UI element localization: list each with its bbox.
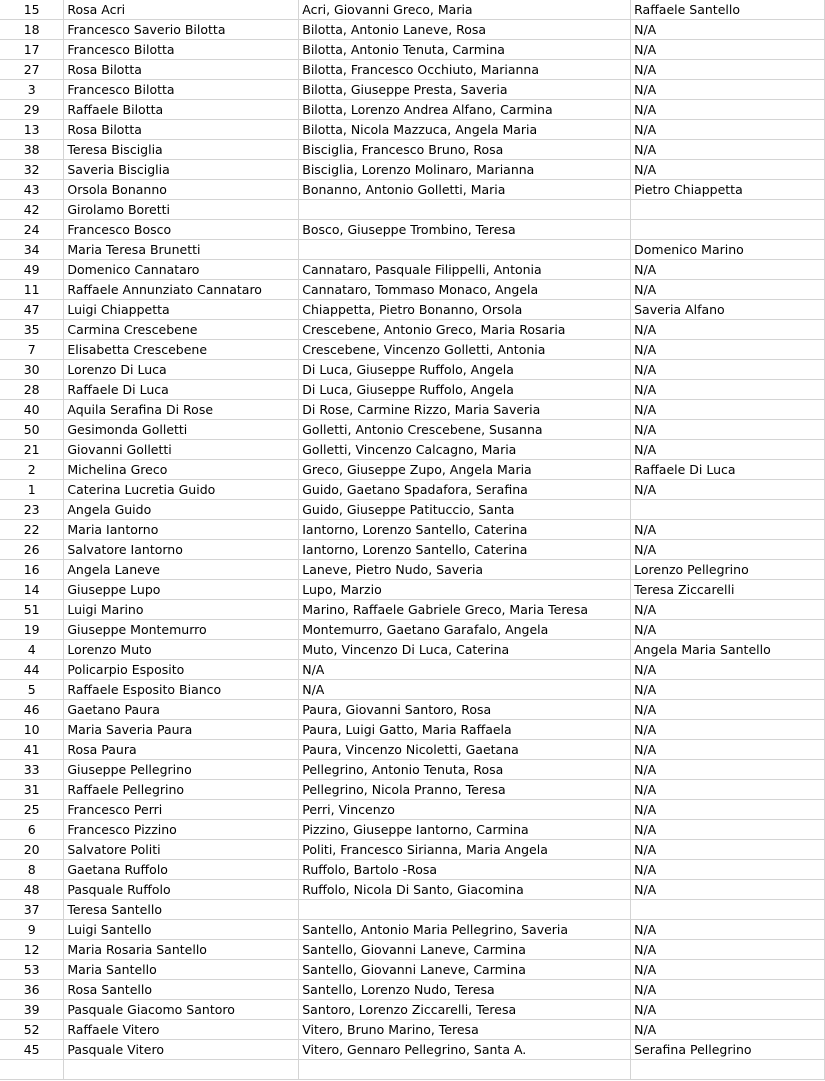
- table-row: [0, 0, 825, 20]
- name-cell[interactable]: Maria Santello: [64, 960, 299, 980]
- spouse-cell[interactable]: N/A: [631, 380, 825, 400]
- table-row: [0, 520, 825, 540]
- spouse-cell[interactable]: N/A: [631, 600, 825, 620]
- spouse-cell[interactable]: Teresa Ziccarelli: [631, 580, 825, 600]
- name-cell[interactable]: Maria Iantorno: [64, 520, 299, 540]
- spouse-cell[interactable]: N/A: [631, 340, 825, 360]
- parents-cell[interactable]: Santello, Giovanni Laneve, Carmina: [299, 940, 631, 960]
- parents-cell[interactable]: [299, 240, 631, 260]
- table-row: [0, 380, 825, 400]
- id-cell[interactable]: 19: [0, 620, 64, 640]
- parents-cell[interactable]: Santello, Antonio Maria Pellegrino, Saveria: [299, 920, 631, 940]
- id-cell[interactable]: 51: [0, 600, 64, 620]
- spouse-cell[interactable]: N/A: [631, 920, 825, 940]
- spouse-cell[interactable]: N/A: [631, 980, 825, 1000]
- parents-cell[interactable]: Golletti, Antonio Crescebene, Susanna: [299, 420, 631, 440]
- name-cell[interactable]: Aquila Serafina Di Rose: [64, 400, 299, 420]
- spouse-cell[interactable]: N/A: [631, 860, 825, 880]
- name-cell[interactable]: Raffaele Esposito Bianco: [64, 680, 299, 700]
- id-cell[interactable]: 28: [0, 380, 64, 400]
- parents-cell[interactable]: Bisciglia, Lorenzo Molinaro, Marianna: [299, 160, 631, 180]
- table-row: [0, 360, 825, 380]
- spouse-cell[interactable]: N/A: [631, 820, 825, 840]
- id-cell[interactable]: 24: [0, 220, 64, 240]
- parents-cell[interactable]: Vitero, Bruno Marino, Teresa: [299, 1020, 631, 1040]
- spouse-cell[interactable]: N/A: [631, 60, 825, 80]
- name-cell[interactable]: Pasquale Ruffolo: [64, 880, 299, 900]
- parents-cell[interactable]: Paura, Vincenzo Nicoletti, Gaetana: [299, 740, 631, 760]
- table-row: [0, 200, 825, 220]
- parents-cell[interactable]: Pellegrino, Antonio Tenuta, Rosa: [299, 760, 631, 780]
- id-cell[interactable]: 14: [0, 580, 64, 600]
- parents-cell[interactable]: Pellegrino, Nicola Pranno, Teresa: [299, 780, 631, 800]
- table-row: [0, 140, 825, 160]
- table-row: [0, 720, 825, 740]
- table-row: [0, 680, 825, 700]
- parents-cell[interactable]: Bisciglia, Francesco Bruno, Rosa: [299, 140, 631, 160]
- id-cell[interactable]: 13: [0, 120, 64, 140]
- name-cell[interactable]: Raffaele Vitero: [64, 1020, 299, 1040]
- table-row: [0, 540, 825, 560]
- spouse-cell[interactable]: N/A: [631, 260, 825, 280]
- name-cell[interactable]: Caterina Lucretia Guido: [64, 480, 299, 500]
- table-row: [0, 340, 825, 360]
- name-cell[interactable]: Giuseppe Pellegrino: [64, 760, 299, 780]
- id-cell[interactable]: 31: [0, 780, 64, 800]
- id-cell[interactable]: 43: [0, 180, 64, 200]
- spouse-cell[interactable]: Domenico Marino: [631, 240, 825, 260]
- spouse-cell[interactable]: N/A: [631, 800, 825, 820]
- name-cell[interactable]: Francesco Bilotta: [64, 40, 299, 60]
- spouse-cell[interactable]: N/A: [631, 520, 825, 540]
- parents-cell[interactable]: Lupo, Marzio: [299, 580, 631, 600]
- spouse-cell[interactable]: N/A: [631, 620, 825, 640]
- parents-cell[interactable]: Paura, Giovanni Santoro, Rosa: [299, 700, 631, 720]
- spouse-cell[interactable]: N/A: [631, 680, 825, 700]
- name-cell[interactable]: Luigi Marino: [64, 600, 299, 620]
- name-cell[interactable]: Francesco Pizzino: [64, 820, 299, 840]
- parents-cell[interactable]: Guido, Gaetano Spadafora, Serafina: [299, 480, 631, 500]
- parents-cell[interactable]: [299, 200, 631, 220]
- id-cell[interactable]: 3: [0, 80, 64, 100]
- id-cell[interactable]: 25: [0, 800, 64, 820]
- parents-cell[interactable]: Cannataro, Tommaso Monaco, Angela: [299, 280, 631, 300]
- parents-cell[interactable]: Iantorno, Lorenzo Santello, Caterina: [299, 520, 631, 540]
- name-cell[interactable]: Raffaele Di Luca: [64, 380, 299, 400]
- table-row: [0, 700, 825, 720]
- spouse-cell[interactable]: N/A: [631, 40, 825, 60]
- spouse-cell[interactable]: N/A: [631, 1020, 825, 1040]
- table-row: [0, 1060, 825, 1080]
- table-row: [0, 1040, 825, 1060]
- parents-cell[interactable]: N/A: [299, 680, 631, 700]
- parents-cell[interactable]: Politi, Francesco Sirianna, Maria Angela: [299, 840, 631, 860]
- name-cell[interactable]: Gaetana Ruffolo: [64, 860, 299, 880]
- parents-cell[interactable]: Di Luca, Giuseppe Ruffolo, Angela: [299, 360, 631, 380]
- spouse-cell[interactable]: [631, 900, 825, 920]
- parents-cell[interactable]: Acri, Giovanni Greco, Maria: [299, 0, 631, 20]
- name-cell[interactable]: Orsola Bonanno: [64, 180, 299, 200]
- name-cell[interactable]: Pasquale Giacomo Santoro: [64, 1000, 299, 1020]
- parents-cell[interactable]: N/A: [299, 660, 631, 680]
- name-cell[interactable]: Rosa Bilotta: [64, 120, 299, 140]
- id-cell[interactable]: 18: [0, 20, 64, 40]
- table-row: [0, 240, 825, 260]
- table-row: [0, 220, 825, 240]
- name-cell[interactable]: Saveria Bisciglia: [64, 160, 299, 180]
- table-row: [0, 120, 825, 140]
- spouse-cell[interactable]: N/A: [631, 1000, 825, 1020]
- id-cell[interactable]: 10: [0, 720, 64, 740]
- table-row: [0, 940, 825, 960]
- name-cell[interactable]: Rosa Bilotta: [64, 60, 299, 80]
- spouse-cell[interactable]: N/A: [631, 120, 825, 140]
- table-row: [0, 880, 825, 900]
- id-cell[interactable]: 47: [0, 300, 64, 320]
- table-row: [0, 860, 825, 880]
- id-cell[interactable]: 7: [0, 340, 64, 360]
- spouse-cell[interactable]: [631, 1060, 825, 1080]
- id-cell[interactable]: 16: [0, 560, 64, 580]
- parents-cell[interactable]: Montemurro, Gaetano Garafalo, Angela: [299, 620, 631, 640]
- spouse-cell[interactable]: Pietro Chiappetta: [631, 180, 825, 200]
- name-cell[interactable]: Maria Teresa Brunetti: [64, 240, 299, 260]
- table-row: [0, 900, 825, 920]
- table-row: [0, 400, 825, 420]
- spouse-cell[interactable]: N/A: [631, 20, 825, 40]
- parents-cell[interactable]: Ruffolo, Bartolo -Rosa: [299, 860, 631, 880]
- name-cell[interactable]: Lorenzo Di Luca: [64, 360, 299, 380]
- table-row: [0, 660, 825, 680]
- id-cell[interactable]: 32: [0, 160, 64, 180]
- name-cell[interactable]: Lorenzo Muto: [64, 640, 299, 660]
- name-cell[interactable]: Rosa Santello: [64, 980, 299, 1000]
- spouse-cell[interactable]: N/A: [631, 440, 825, 460]
- parents-cell[interactable]: Santoro, Lorenzo Ziccarelli, Teresa: [299, 1000, 631, 1020]
- spouse-cell[interactable]: N/A: [631, 840, 825, 860]
- table-row: [0, 100, 825, 120]
- name-cell[interactable]: Teresa Bisciglia: [64, 140, 299, 160]
- id-cell[interactable]: 44: [0, 660, 64, 680]
- id-cell[interactable]: 17: [0, 40, 64, 60]
- id-cell[interactable]: 20: [0, 840, 64, 860]
- parents-cell[interactable]: Greco, Giuseppe Zupo, Angela Maria: [299, 460, 631, 480]
- table-row: [0, 820, 825, 840]
- spouse-cell[interactable]: Serafina Pellegrino: [631, 1040, 825, 1060]
- parents-cell[interactable]: Chiappetta, Pietro Bonanno, Orsola: [299, 300, 631, 320]
- name-cell[interactable]: Raffaele Bilotta: [64, 100, 299, 120]
- id-cell[interactable]: 35: [0, 320, 64, 340]
- parents-cell[interactable]: Ruffolo, Nicola Di Santo, Giacomina: [299, 880, 631, 900]
- name-cell[interactable]: Rosa Paura: [64, 740, 299, 760]
- parents-cell[interactable]: Marino, Raffaele Gabriele Greco, Maria Teresa: [299, 600, 631, 620]
- name-cell[interactable]: Elisabetta Crescebene: [64, 340, 299, 360]
- spouse-cell[interactable]: [631, 200, 825, 220]
- parents-cell[interactable]: [299, 1060, 631, 1080]
- parents-cell[interactable]: [299, 900, 631, 920]
- name-cell[interactable]: Domenico Cannataro: [64, 260, 299, 280]
- table-row: [0, 280, 825, 300]
- name-cell[interactable]: Girolamo Boretti: [64, 200, 299, 220]
- table-row: [0, 740, 825, 760]
- id-cell[interactable]: 37: [0, 900, 64, 920]
- name-cell[interactable]: Maria Saveria Paura: [64, 720, 299, 740]
- parents-cell[interactable]: Bilotta, Nicola Mazzuca, Angela Maria: [299, 120, 631, 140]
- table-row: [0, 420, 825, 440]
- id-cell[interactable]: 42: [0, 200, 64, 220]
- parents-cell[interactable]: Guido, Giuseppe Patituccio, Santa: [299, 500, 631, 520]
- spouse-cell[interactable]: Raffaele Di Luca: [631, 460, 825, 480]
- spouse-cell[interactable]: N/A: [631, 420, 825, 440]
- spouse-cell[interactable]: N/A: [631, 700, 825, 720]
- table-row: [0, 920, 825, 940]
- table-row: [0, 440, 825, 460]
- id-cell[interactable]: 33: [0, 760, 64, 780]
- table-row: [0, 80, 825, 100]
- name-cell[interactable]: Raffaele Annunziato Cannataro: [64, 280, 299, 300]
- spouse-cell[interactable]: N/A: [631, 880, 825, 900]
- id-cell[interactable]: 15: [0, 0, 64, 20]
- table-row: [0, 600, 825, 620]
- parents-cell[interactable]: Iantorno, Lorenzo Santello, Caterina: [299, 540, 631, 560]
- spouse-cell[interactable]: N/A: [631, 140, 825, 160]
- name-cell[interactable]: Angela Guido: [64, 500, 299, 520]
- id-cell[interactable]: 4: [0, 640, 64, 660]
- name-cell[interactable]: Luigi Santello: [64, 920, 299, 940]
- spouse-cell[interactable]: N/A: [631, 720, 825, 740]
- id-cell[interactable]: 1: [0, 480, 64, 500]
- name-cell[interactable]: Francesco Bosco: [64, 220, 299, 240]
- parents-cell[interactable]: Paura, Luigi Gatto, Maria Raffaela: [299, 720, 631, 740]
- parents-cell[interactable]: Santello, Giovanni Laneve, Carmina: [299, 960, 631, 980]
- parents-cell[interactable]: Bilotta, Giuseppe Presta, Saveria: [299, 80, 631, 100]
- parents-cell[interactable]: Bilotta, Francesco Occhiuto, Marianna: [299, 60, 631, 80]
- id-cell[interactable]: 34: [0, 240, 64, 260]
- parents-cell[interactable]: Bilotta, Antonio Laneve, Rosa: [299, 20, 631, 40]
- name-cell[interactable]: Francesco Perri: [64, 800, 299, 820]
- id-cell[interactable]: 46: [0, 700, 64, 720]
- id-cell[interactable]: 45: [0, 1040, 64, 1060]
- name-cell[interactable]: Maria Rosaria Santello: [64, 940, 299, 960]
- table-row: [0, 160, 825, 180]
- name-cell[interactable]: Luigi Chiappetta: [64, 300, 299, 320]
- id-cell[interactable]: 36: [0, 980, 64, 1000]
- spouse-cell[interactable]: N/A: [631, 400, 825, 420]
- id-cell[interactable]: 49: [0, 260, 64, 280]
- parents-cell[interactable]: Crescebene, Antonio Greco, Maria Rosaria: [299, 320, 631, 340]
- name-cell[interactable]: Gaetano Paura: [64, 700, 299, 720]
- spouse-cell[interactable]: N/A: [631, 780, 825, 800]
- parents-cell[interactable]: Bosco, Giuseppe Trombino, Teresa: [299, 220, 631, 240]
- table-row: [0, 640, 825, 660]
- id-cell[interactable]: 52: [0, 1020, 64, 1040]
- spouse-cell[interactable]: Saveria Alfano: [631, 300, 825, 320]
- table-row: [0, 840, 825, 860]
- name-cell[interactable]: Michelina Greco: [64, 460, 299, 480]
- name-cell[interactable]: Carmina Crescebene: [64, 320, 299, 340]
- id-cell[interactable]: 50: [0, 420, 64, 440]
- spouse-cell[interactable]: N/A: [631, 320, 825, 340]
- name-cell[interactable]: Giovanni Golletti: [64, 440, 299, 460]
- name-cell[interactable]: Francesco Bilotta: [64, 80, 299, 100]
- id-cell[interactable]: 27: [0, 60, 64, 80]
- spouse-cell[interactable]: N/A: [631, 740, 825, 760]
- table-row: [0, 260, 825, 280]
- parents-cell[interactable]: Laneve, Pietro Nudo, Saveria: [299, 560, 631, 580]
- name-cell[interactable]: Pasquale Vitero: [64, 1040, 299, 1060]
- id-cell[interactable]: 41: [0, 740, 64, 760]
- id-cell[interactable]: 21: [0, 440, 64, 460]
- table-row: [0, 460, 825, 480]
- id-cell[interactable]: 22: [0, 520, 64, 540]
- table-row: [0, 1000, 825, 1020]
- table-row: [0, 500, 825, 520]
- id-cell[interactable]: [0, 1060, 64, 1080]
- name-cell[interactable]: Salvatore Iantorno: [64, 540, 299, 560]
- spouse-cell[interactable]: N/A: [631, 480, 825, 500]
- parents-cell[interactable]: Cannataro, Pasquale Filippelli, Antonia: [299, 260, 631, 280]
- spouse-cell[interactable]: Lorenzo Pellegrino: [631, 560, 825, 580]
- table-row: [0, 480, 825, 500]
- spouse-cell[interactable]: [631, 500, 825, 520]
- id-cell[interactable]: 29: [0, 100, 64, 120]
- table-row: [0, 1020, 825, 1040]
- spouse-cell[interactable]: Raffaele Santello: [631, 0, 825, 20]
- spouse-cell[interactable]: N/A: [631, 940, 825, 960]
- name-cell[interactable]: Rosa Acri: [64, 0, 299, 20]
- table-row: [0, 40, 825, 60]
- id-cell[interactable]: 30: [0, 360, 64, 380]
- spouse-cell[interactable]: N/A: [631, 100, 825, 120]
- id-cell[interactable]: 2: [0, 460, 64, 480]
- table-row: [0, 760, 825, 780]
- parents-cell[interactable]: Crescebene, Vincenzo Golletti, Antonia: [299, 340, 631, 360]
- name-cell[interactable]: Giuseppe Lupo: [64, 580, 299, 600]
- table-row: [0, 960, 825, 980]
- id-cell[interactable]: 8: [0, 860, 64, 880]
- parents-cell[interactable]: Bilotta, Antonio Tenuta, Carmina: [299, 40, 631, 60]
- table-row: [0, 980, 825, 1000]
- name-cell[interactable]: Angela Laneve: [64, 560, 299, 580]
- id-cell[interactable]: 39: [0, 1000, 64, 1020]
- table-row: [0, 180, 825, 200]
- id-cell[interactable]: 38: [0, 140, 64, 160]
- table-row: [0, 60, 825, 80]
- id-cell[interactable]: 48: [0, 880, 64, 900]
- spouse-cell[interactable]: N/A: [631, 280, 825, 300]
- table-row: [0, 800, 825, 820]
- name-cell[interactable]: Francesco Saverio Bilotta: [64, 20, 299, 40]
- name-cell[interactable]: Raffaele Pellegrino: [64, 780, 299, 800]
- parents-cell[interactable]: Muto, Vincenzo Di Luca, Caterina: [299, 640, 631, 660]
- spouse-cell[interactable]: N/A: [631, 760, 825, 780]
- id-cell[interactable]: 5: [0, 680, 64, 700]
- spouse-cell[interactable]: N/A: [631, 540, 825, 560]
- parents-cell[interactable]: Santello, Lorenzo Nudo, Teresa: [299, 980, 631, 1000]
- spouse-cell[interactable]: N/A: [631, 360, 825, 380]
- spouse-cell[interactable]: N/A: [631, 160, 825, 180]
- name-cell[interactable]: Gesimonda Golletti: [64, 420, 299, 440]
- name-cell[interactable]: Policarpio Esposito: [64, 660, 299, 680]
- table-row: [0, 320, 825, 340]
- id-cell[interactable]: 12: [0, 940, 64, 960]
- parents-cell[interactable]: Perri, Vincenzo: [299, 800, 631, 820]
- table-row: [0, 300, 825, 320]
- id-cell[interactable]: 26: [0, 540, 64, 560]
- parents-cell[interactable]: Vitero, Gennaro Pellegrino, Santa A.: [299, 1040, 631, 1060]
- spouse-cell[interactable]: N/A: [631, 960, 825, 980]
- name-cell[interactable]: [64, 1060, 299, 1080]
- spouse-cell[interactable]: Angela Maria Santello: [631, 640, 825, 660]
- name-cell[interactable]: Teresa Santello: [64, 900, 299, 920]
- spouse-cell[interactable]: [631, 220, 825, 240]
- table-row: [0, 20, 825, 40]
- table-row: [0, 620, 825, 640]
- parents-cell[interactable]: Pizzino, Giuseppe Iantorno, Carmina: [299, 820, 631, 840]
- parents-cell[interactable]: Bilotta, Lorenzo Andrea Alfano, Carmina: [299, 100, 631, 120]
- name-cell[interactable]: Giuseppe Montemurro: [64, 620, 299, 640]
- id-cell[interactable]: 6: [0, 820, 64, 840]
- id-cell[interactable]: 9: [0, 920, 64, 940]
- id-cell[interactable]: 11: [0, 280, 64, 300]
- spouse-cell[interactable]: N/A: [631, 660, 825, 680]
- parents-cell[interactable]: Bonanno, Antonio Golletti, Maria: [299, 180, 631, 200]
- parents-cell[interactable]: Golletti, Vincenzo Calcagno, Maria: [299, 440, 631, 460]
- table-row: [0, 780, 825, 800]
- id-cell[interactable]: 53: [0, 960, 64, 980]
- table-row: [0, 560, 825, 580]
- table-row: [0, 580, 825, 600]
- parents-cell[interactable]: Di Rose, Carmine Rizzo, Maria Saveria: [299, 400, 631, 420]
- id-cell[interactable]: 40: [0, 400, 64, 420]
- spouse-cell[interactable]: N/A: [631, 80, 825, 100]
- id-cell[interactable]: 23: [0, 500, 64, 520]
- parents-cell[interactable]: Di Luca, Giuseppe Ruffolo, Angela: [299, 380, 631, 400]
- name-cell[interactable]: Salvatore Politi: [64, 840, 299, 860]
